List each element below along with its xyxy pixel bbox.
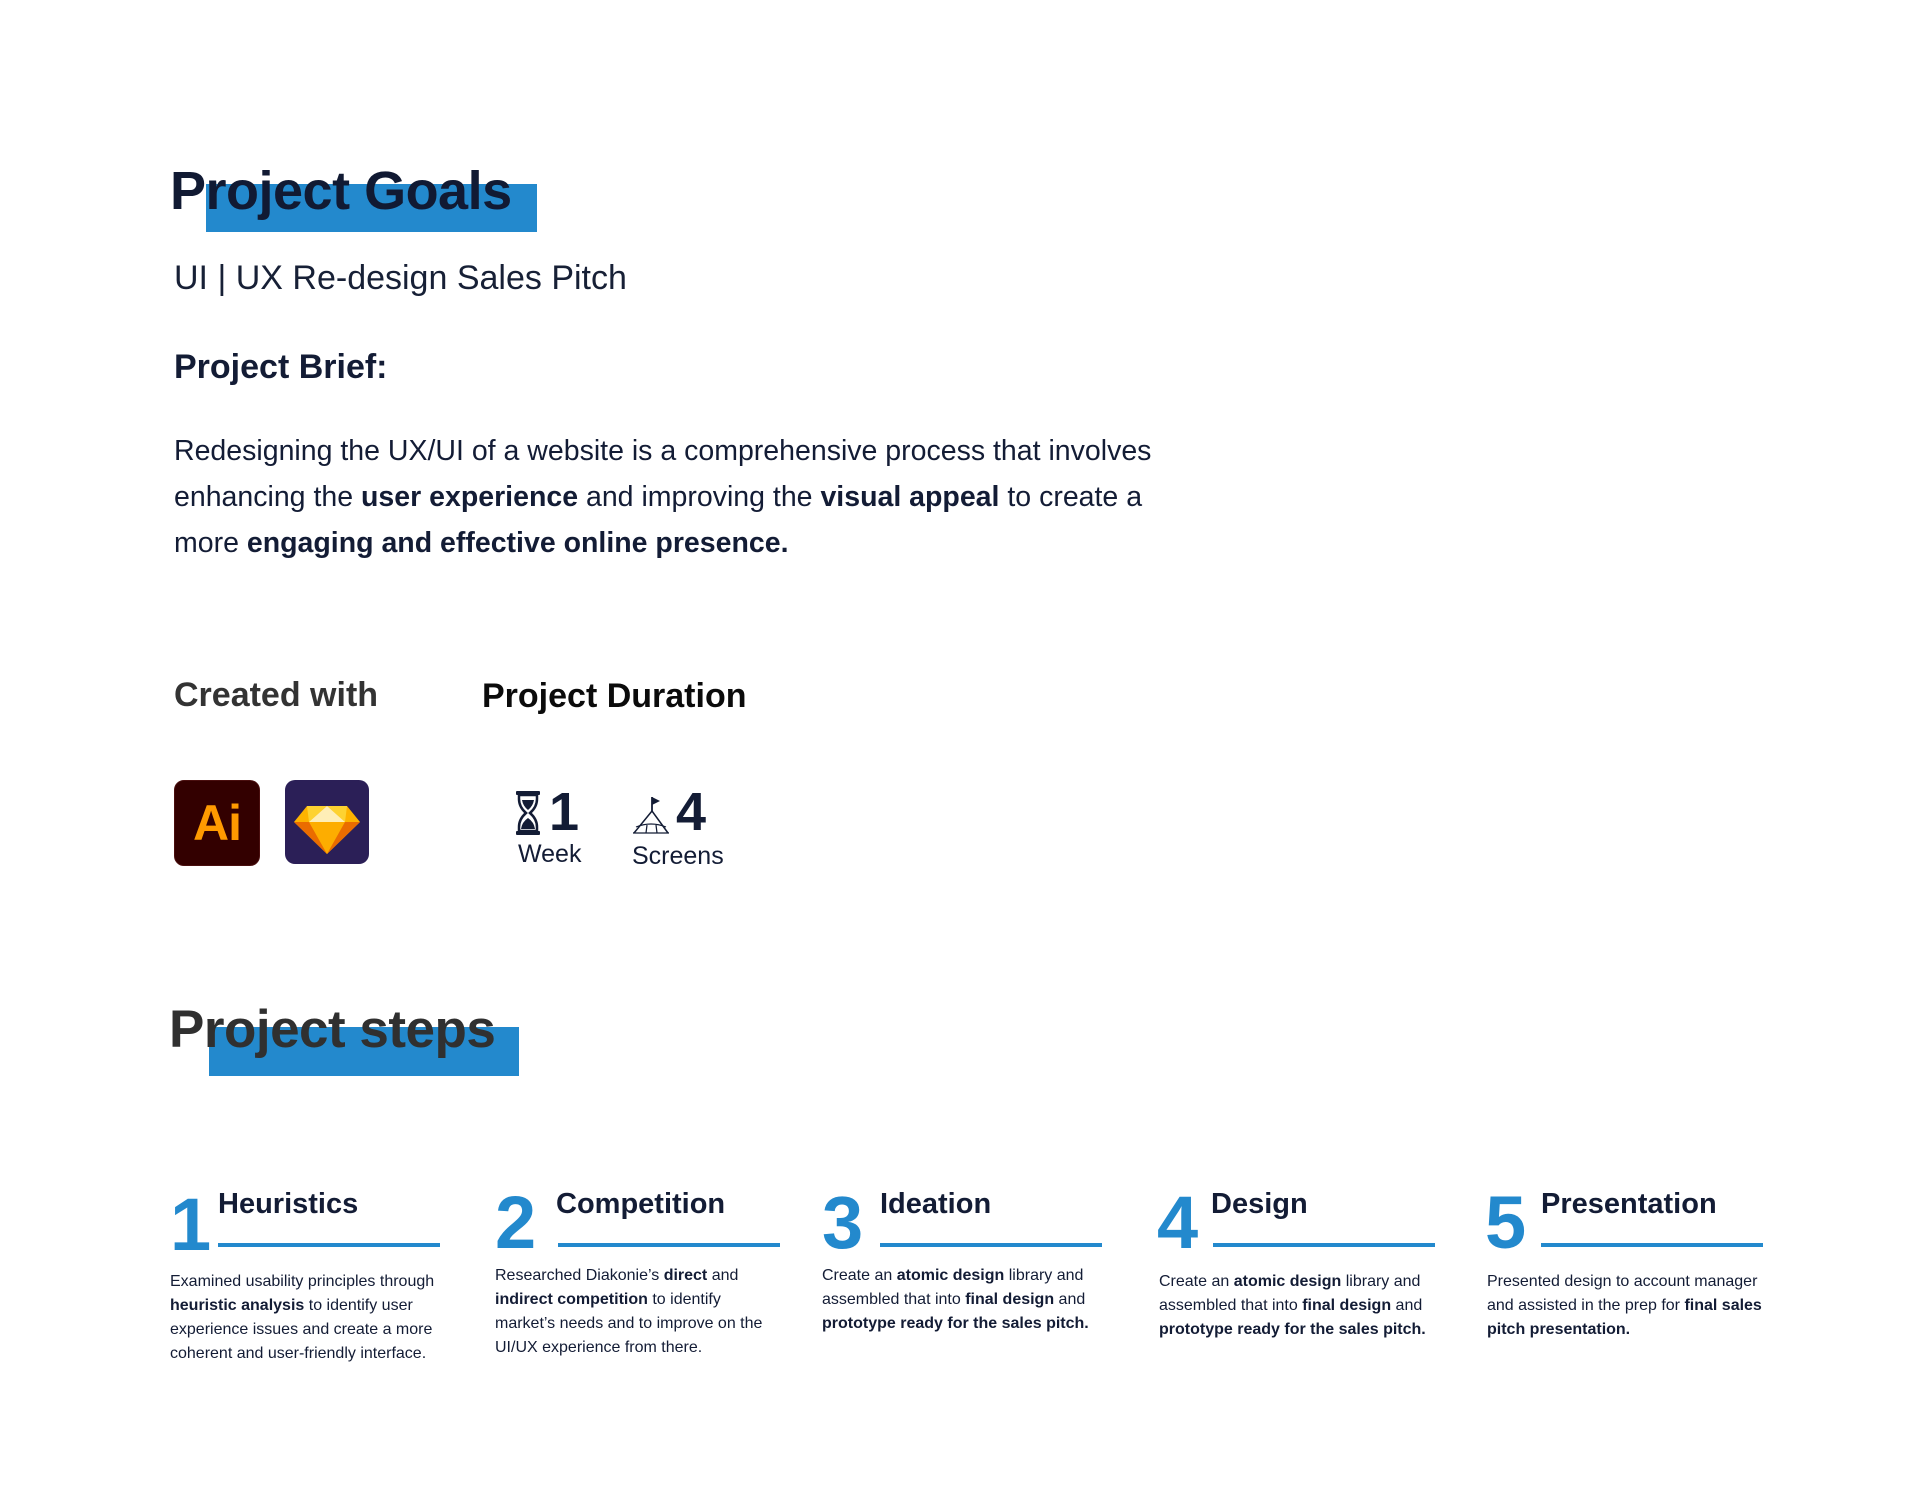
step-title: Presentation [1541,1188,1717,1220]
step-underline [1541,1243,1763,1247]
emphasis-text: user experience [361,481,579,513]
emphasis-text: atomic design [896,1267,1005,1284]
body-text: to create a more [174,481,1143,559]
step-number: 4 [1157,1181,1199,1264]
body-text: and improving the [578,481,821,513]
step-title: Ideation [880,1188,992,1220]
step-underline [1213,1243,1435,1247]
brief-paragraph [174,428,1194,566]
body-text: library and assembled that into [822,1267,1084,1308]
emphasis-text: final design [1302,1297,1392,1314]
emphasis-text: engaging and effective online presence. [246,527,789,559]
step-number: 5 [1485,1181,1527,1264]
goals-heading: Project Goals [170,161,512,221]
body-text: Researched Diakonie’s [495,1267,664,1284]
body-text: and [1391,1297,1423,1314]
step-title: Design [1211,1188,1308,1220]
project-subtitle: UI | UX Re-design Sales Pitch [174,259,627,297]
emphasis-text: visual appeal [820,481,1000,513]
step-description [1487,1270,1777,1342]
emphasis-text: indirect competition [495,1291,648,1308]
body-text: library and assembled that into [1159,1273,1421,1314]
emphasis-text: direct [663,1267,708,1284]
step-title: Heuristics [218,1188,359,1220]
flag-tent-icon [632,793,670,839]
body-text: to identify market’s needs and to improve on the UI/UX experience from there. [495,1291,763,1356]
body-text: Redesigning the UX/UI of a website is a comprehensive process that involves enhancing the [174,435,1152,513]
body-text: Create an [1159,1273,1234,1290]
body-text: Presented design to account manager and assisted in the prep for [1487,1273,1758,1314]
illustrator-icon [174,780,260,866]
sketch-diamond-icon [285,780,369,864]
emphasis-text: final design [965,1291,1055,1308]
duration-screens-unit: Screens [632,842,724,870]
body-text: and [1054,1291,1086,1308]
step-description [822,1264,1112,1336]
body-text: to identify user experience issues and create a more coherent and user-friendly interface. [170,1297,433,1362]
step-underline [218,1243,440,1247]
hourglass-icon [514,790,542,836]
emphasis-text: prototype ready for the sales pitch. [822,1315,1089,1332]
step-title: Competition [556,1188,726,1220]
step-description [170,1270,460,1366]
emphasis-text: prototype ready for the sales pitch. [1159,1321,1426,1338]
step-underline [880,1243,1102,1247]
step-description [1159,1270,1449,1342]
step-number: 2 [495,1181,537,1264]
step-number: 3 [822,1181,864,1264]
body-text: and [707,1267,739,1284]
emphasis-text: final sales pitch presentation. [1487,1297,1762,1338]
body-text: Examined usability principles through [170,1273,435,1290]
sketch-icon [285,780,369,864]
steps-heading: Project steps [169,1000,496,1059]
duration-heading: Project Duration [482,677,747,715]
tools-heading: Created with [174,676,379,714]
duration-screens-value: 4 [676,782,707,842]
brief-title: Project Brief: [174,348,388,386]
emphasis-text: atomic design [1233,1273,1342,1290]
step-description [495,1264,785,1360]
step-number: 1 [170,1183,212,1266]
step-underline [558,1243,780,1247]
duration-week-unit: Week [518,840,582,868]
emphasis-text: heuristic analysis [170,1297,305,1314]
illustrator-icon-label: Ai [193,795,241,851]
duration-week-value: 1 [549,782,580,842]
body-text: Create an [822,1267,897,1284]
